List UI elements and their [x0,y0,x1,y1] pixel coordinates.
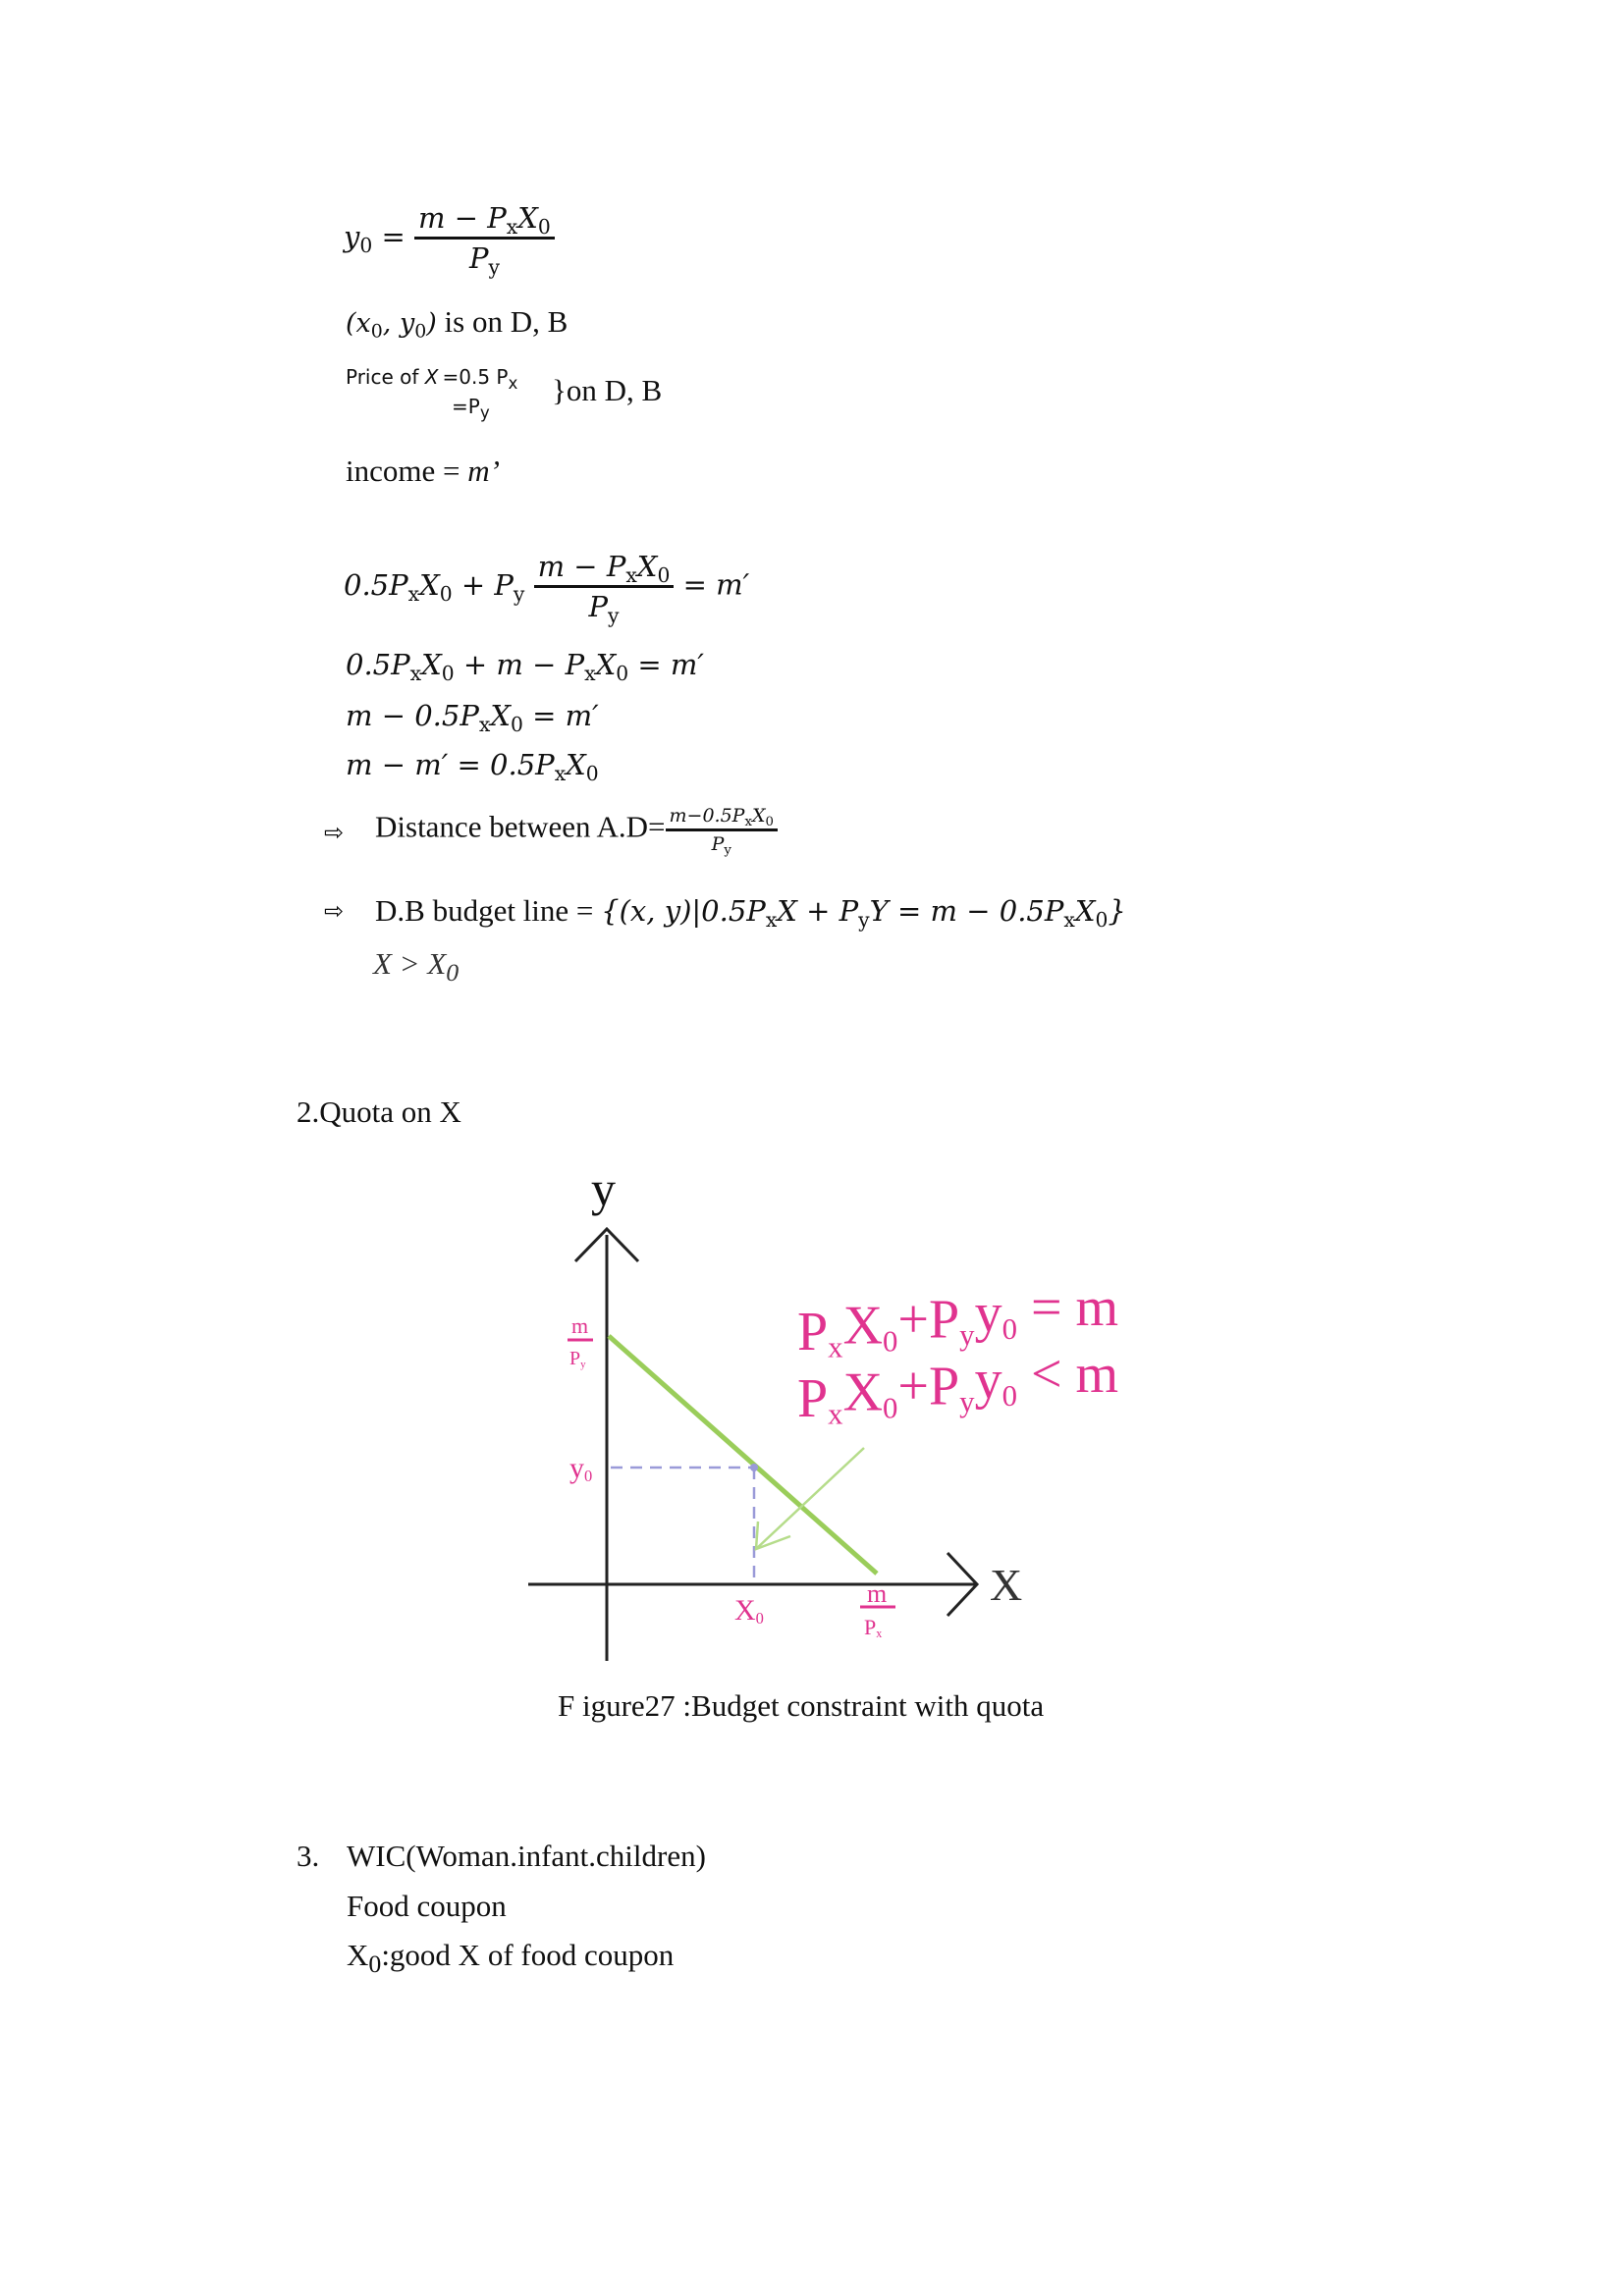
numerator: $m-0.5P_xX_0$ [666,805,778,831]
y-axis-label: y [591,1161,616,1216]
budget-set: {(x, $y)|0.5P_xX + P_yY = m - 0.5P_xX_0$} [601,894,1126,933]
y-intercept-den: Py [569,1348,586,1370]
denominator: $P_y$ [711,833,731,858]
section-2-title: 2.Quota on X [297,1095,461,1129]
point-text: is on D, B [436,304,568,339]
food-coupon: Food coupon [347,1889,507,1923]
bullet-text: D.B budget line = [375,893,602,928]
arrow-right-outline-icon: ⇨ [324,897,345,925]
inward-arrow [756,1448,864,1549]
point-math: ($x_0$, $y_0$) [346,308,437,343]
price-y-value: $=P_y$ [452,395,490,422]
x-axis-label: X [990,1560,1023,1610]
x-intercept-num: m [867,1579,888,1608]
eq-lhs: $y_0$ = [344,219,406,257]
bullet-text: Distance between A.D= [375,809,666,844]
price-label: Price of [346,365,425,389]
condition: $X > X_0$ [373,946,460,988]
numerator: $m - P_xX_0$ [534,550,675,588]
income-text: income = [346,454,468,488]
equation-5: $m - m' = 0.5P_xX_0$ [346,748,599,786]
eq-rhs: = m′ [682,567,750,602]
price-brace-text: }on D, B [552,373,663,407]
point-x0-y0 [750,1464,758,1471]
x0-symbol: $X_0$ [347,1938,382,1979]
price-x-value: =0.5 $P_x$ [442,365,518,393]
x0-definition [347,1938,674,1979]
equation-3: $0.5P_xX_0 + m - P_xX_0 = m'$ [346,648,704,686]
budget-equation-equal: PxX0+Pyy0 = m [797,1276,1119,1364]
denominator: $P_y$ [468,241,500,280]
x-intercept-den: Px [864,1615,883,1641]
x0-label: X0 [734,1594,764,1629]
numerator: $m - P_xX_0$ [414,201,555,240]
budget-line [609,1336,877,1574]
y-intercept-num: m [571,1313,589,1338]
denominator: $P_y$ [588,590,620,628]
section-3-number: 3. [297,1839,320,1873]
figure-caption: F igure27 :Budget constraint with quota [558,1688,1045,1723]
section-3-title: WIC(Woman.infant.children) [347,1839,706,1873]
income-math: m’ [467,454,500,488]
x0-text: :good X of food coupon [381,1938,675,1972]
eq-lhs: $0.5P_xX_0 + P_y$ [344,567,525,606]
y0-label: y0 [569,1452,593,1486]
budget-equation-less: PxX0+Pyy0 < m [797,1343,1119,1431]
equation-4: $m - 0.5P_xX_0 = m'$ [346,699,599,737]
arrow-right-outline-icon: ⇨ [324,819,345,846]
price-x: X [424,365,439,389]
